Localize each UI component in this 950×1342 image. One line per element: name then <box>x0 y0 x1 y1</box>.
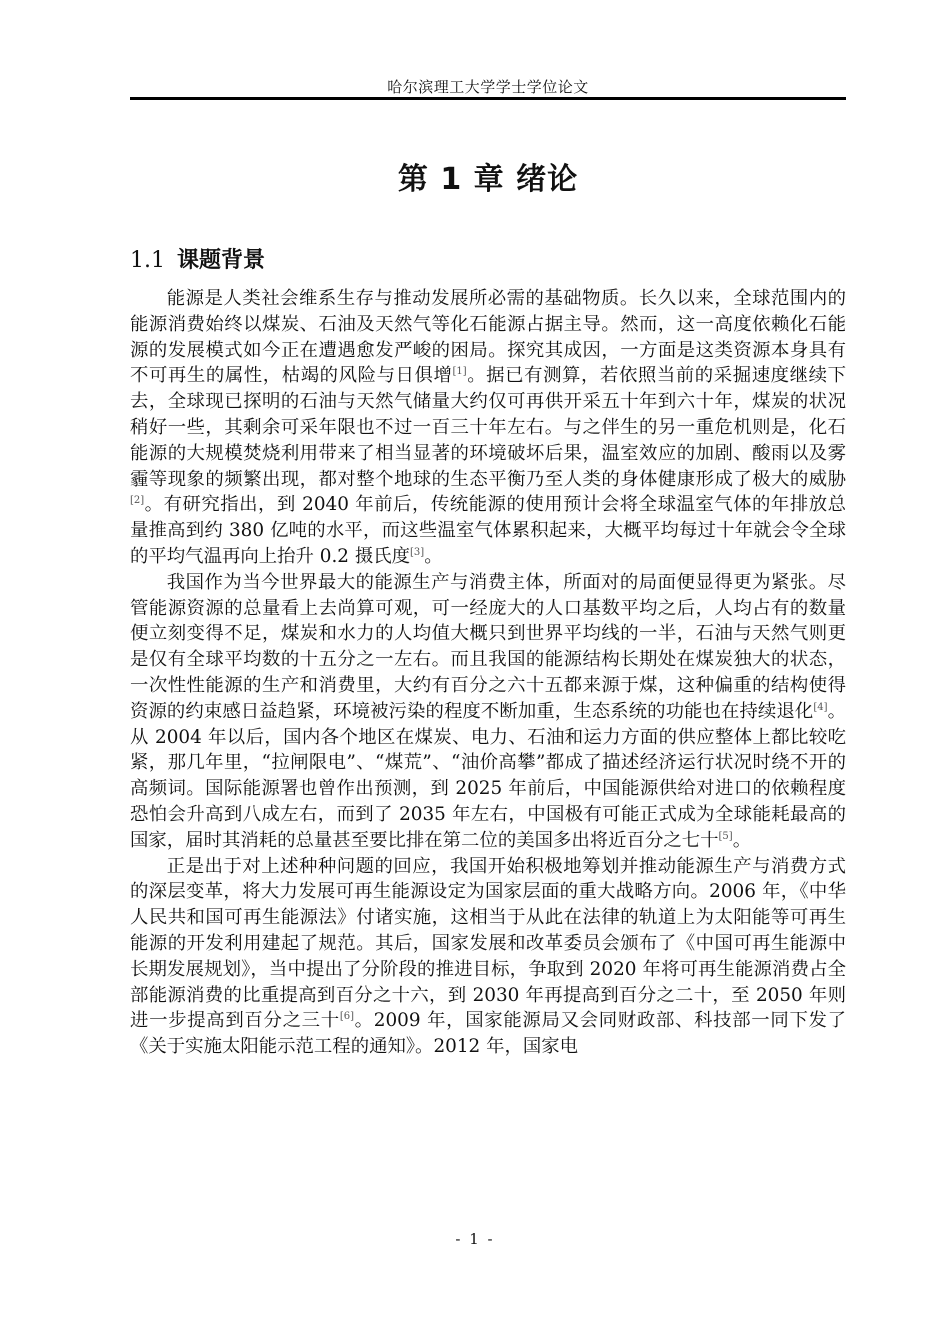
paragraph-text: 。 <box>732 829 752 851</box>
citation-ref: [5] <box>718 830 733 842</box>
page-number: - 1 - <box>455 1230 495 1248</box>
citation-ref: [2] <box>130 495 145 507</box>
section-number: 1.1 <box>130 248 165 273</box>
running-header: 哈尔滨理工大学学士学位论文 <box>387 78 589 96</box>
header-rule <box>130 97 846 100</box>
section-heading <box>130 243 265 274</box>
citation-ref: [3] <box>410 546 425 558</box>
paragraph-text: 。有研究指出，到 2040 年前后，传统能源的使用预计会将全球温室气体的年排放总量推高到约 380 亿吨的水平，而这些温室气体累积起来，大概平均每过十年就会令全球的平均气温再向上抬升 0.2 摄氏度 <box>130 494 846 567</box>
paragraph-text: 能源是人类社会维系生存与推动发展所必需的基础物质。长久以来，全球范围内的能源消费始终以煤炭、石油及天然气等化石能源占据主导。然而，这一高度依赖化石能源的发展模式如今正在遭遇愈发严峻的困局。探究其成因，一方面是这类资源本身具有不可再生的属性，枯竭的风险与日俱增 <box>130 288 846 387</box>
paragraph-text: 正是出于对上述种种问题的回应，我国开始积极地筹划并推动能源生产与消费方式的深层变革，将大力发展可再生能源设定为国家层面的重大战略方向。2006 年，《中华人民共和国可再生能源法》付诸实施，这相当于从此在法律的轨道上为太阳能等可再生能源的开发利用建起了规范。其后，国家发展和改革委员会颁布了《中国可再生能源中长期发展规划》，当中提出了分阶段的推进目标，争取到 2020 年将可再生能源消费占全部能源消费的比重提高到百分之十六，到 2030 年再提高到百分之二十，至 2050 年则进一步提高到百分之三十 <box>130 855 846 1032</box>
paragraph-text: 我国作为当今世界最大的能源生产与消费主体，所面对的局面便显得更为紧张。尽管能源资源的总量看上去尚算可观，可一经庞大的人口基数平均之后，人均占有的数量便立刻变得不足，煤炭和水力的人均值大概只到世界平均线的一半，石油与天然气则更是仅有全球平均数的十五分之一左右。而且我国的能源结构长期处在煤炭独大的状态，一次性性能源的生产和消费里，大约有百分之六十五都来源于煤，这种偏重的结构使得资源的约束感日益趋紧，环境被污染的程度不断加重，生态系统的功能也在持续退化 <box>130 571 846 722</box>
citation-ref: [6] <box>339 1011 354 1023</box>
section-title: 课题背景 <box>177 248 266 273</box>
paragraph-text: 。从 2004 年以后，国内各个地区在煤炭、电力、石油和运力方面的供应整体上都比较吃紧，那几年里，“拉闸限电”、“煤荒”、“油价高攀”都成了描述经济运行状况时绕不开的高频词。国际能源署也曾作出预测，到 2025 年前后，中国能源供给对进口的依赖程度恐怕会升高到八成左右，而到了 2035 年左右，中国极有可能正式成为全球能耗最高的国家，届时其消耗的总量甚至要比排在第二位的美国多出将近百分之七十 <box>130 700 846 851</box>
citation-ref: [4] <box>813 701 828 713</box>
paragraph-text: 。 <box>424 545 443 567</box>
body-paragraph <box>130 286 846 570</box>
body-text <box>130 286 846 1060</box>
paragraph-text: 。据已有测算，若依照当前的采掘速度继续下去，全球现已探明的石油与天然气储量大约仅可再供开采五十年到六十年，煤炭的状况稍好一些，其剩余可采年限也不过一百三十年左右。与之伴生的另一重危机则是，化石能源的大规模焚烧利用带来了相当显著的环境破坏后果，温室效应的加剧、酸雨以及雾霾等现象的频繁出现，都对整个地球的生态平衡乃至人类的身体健康形成了极大的威胁 <box>130 365 846 490</box>
paragraph-text: 。2009 年，国家能源局又会同财政部、科技部一同下发了《关于实施太阳能示范工程的通知》。2012 年，国家电 <box>130 1010 846 1058</box>
body-paragraph <box>130 854 846 1060</box>
citation-ref: [1] <box>452 366 467 378</box>
body-paragraph <box>130 570 846 854</box>
chapter-title: 第 1 章 绪论 <box>397 162 579 197</box>
